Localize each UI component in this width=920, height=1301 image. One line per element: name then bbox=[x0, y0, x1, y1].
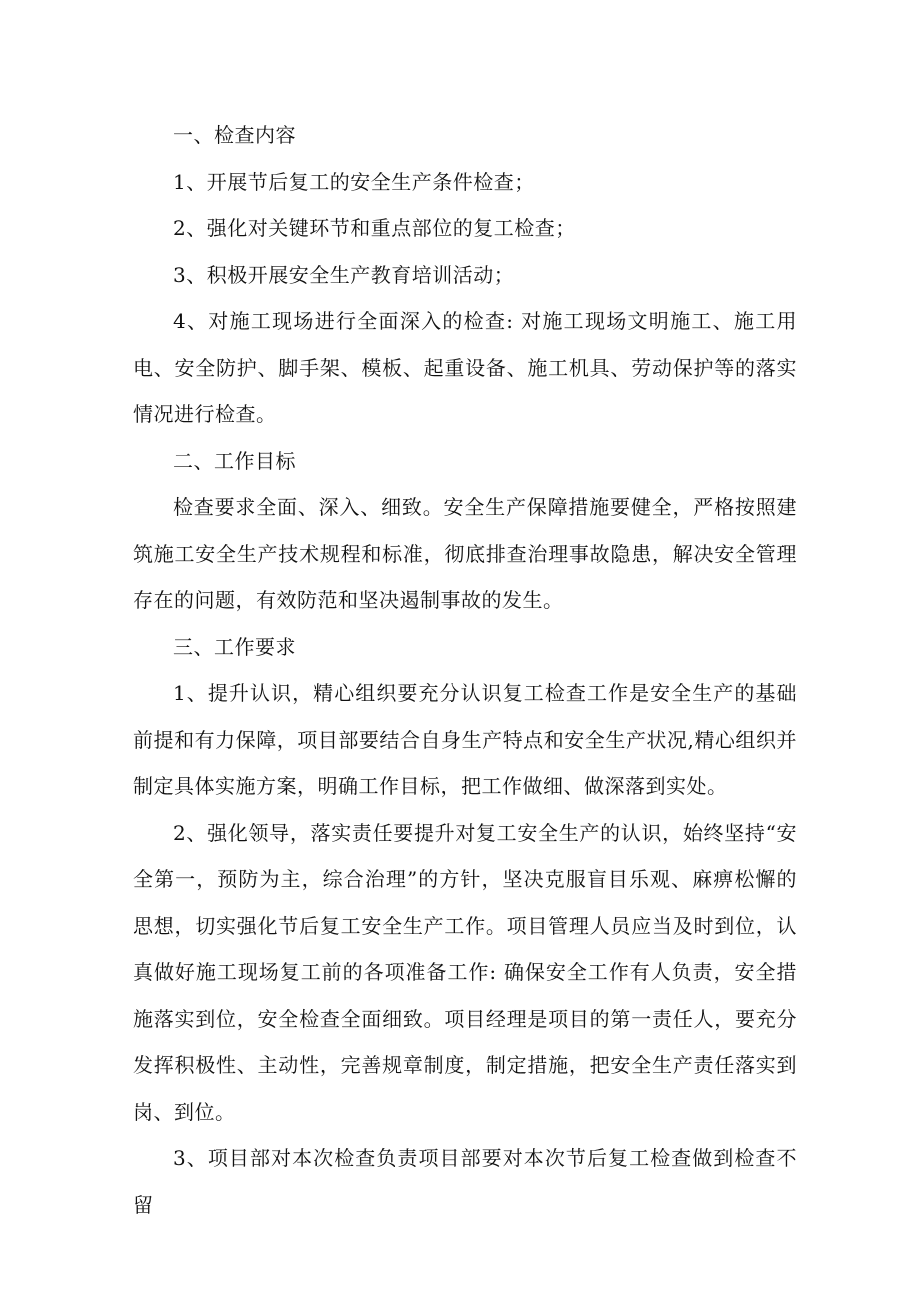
requirement-item-2: 2、强化领导，落实责任要提升对复工安全生产的认识，始终坚持“安全第一，预防为主，综合治理”的方针，坚决克服盲目乐观、麻痹松懈的思想，切实强化节后复工安全生产工作。项目管理人员应当及时到位，认真做好施工现场复工前的各项准备工作: 确保安全工作有人负责，安全措施落实到位，安全检查全面细致。项目经理是项目的第一责任人，要充分发挥积极性、主动性，完善规章制度，制定措施，把安全生产责任落实到岗、到位。 bbox=[133, 820, 797, 1124]
inspection-item-3: 3、积极开展安全生产教育培训活动； bbox=[173, 262, 515, 287]
section-heading-work-goals: 二、工作目标 bbox=[173, 448, 296, 473]
requirement-item-3: 3、项目部对本次检查负责项目部要对本次节后复工检查做到检查不留 bbox=[133, 1146, 797, 1217]
requirement-item-1: 1、提升认识，精心组织要充分认识复工检查工作是安全生产的基础前提和有力保障，项目部要结合自身生产特点和安全生产状况,精心组织并制定具体实施方案，明确工作目标，把工作做细、做深落到实处。 bbox=[133, 681, 797, 798]
inspection-item-4: 4、对施工现场进行全面深入的检查: 对施工现场文明施工、施工用电、安全防护、脚手架、模板、起重设备、施工机具、劳动保护等的落实情况进行检查。 bbox=[133, 309, 797, 426]
section-heading-work-requirements: 三、工作要求 bbox=[173, 634, 296, 659]
inspection-item-1: 1、开展节后复工的安全生产条件检查； bbox=[173, 169, 535, 194]
section-heading-inspection-content: 一、检查内容 bbox=[173, 123, 296, 147]
work-goals-paragraph: 检查要求全面、深入、细致。安全生产保障措施要健全，严格按照建筑施工安全生产技术规程和标准，彻底排查治理事故隐患，解决安全管理存在的问题，有效防范和坚决遏制事故的发生。 bbox=[133, 495, 797, 612]
inspection-item-2: 2、强化对关键环节和重点部位的复工检查； bbox=[173, 216, 576, 240]
document-body bbox=[133, 112, 797, 1228]
